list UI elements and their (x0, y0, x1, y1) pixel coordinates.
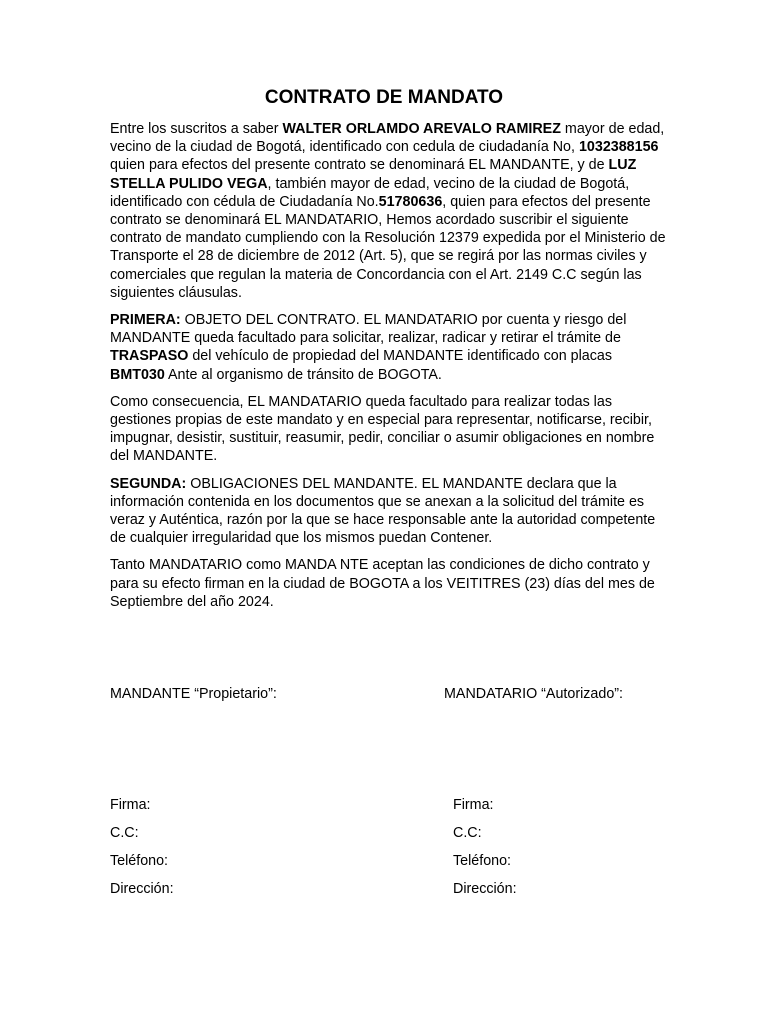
mandante-firma-label: Firma: (110, 797, 151, 813)
intro-text-3: quien para efectos del presente contrato se denominará EL MANDANTE, y de (110, 157, 609, 174)
contract-body (110, 120, 670, 620)
intro-text-4: , también mayor de edad, vecino de la ciudad de Bogotá, identificado con cédula de Ciudadanía No. (110, 175, 630, 210)
mandatario-signature-heading: MANDATARIO “Autorizado”: (444, 686, 624, 702)
mandatario-firma-label: Firma: (453, 797, 494, 813)
intro-text-2: mayor de edad, vecino de la ciudad de Bogotá, identificado con cedula de ciudadanía No, (110, 121, 665, 156)
mandatario-direccion-label: Dirección: (453, 881, 517, 897)
segunda-text: OBLIGACIONES DEL MANDANTE. EL MANDANTE declara que la información contenida en los documentos que se anexan a la solicitud del trámite es veraz y Auténtica, razón por la que se hace responsable ante la autoridad competente de cualquier irregularidad que los mismos puedan Contener. (110, 475, 656, 547)
document-title: CONTRATO DE MANDATO (264, 87, 504, 108)
mandante-telefono-label: Teléfono: (110, 853, 169, 869)
mandante-name: WALTER ORLAMDO AREVALO RAMIREZ (282, 121, 561, 137)
mandante-direccion-label: Dirección: (110, 881, 174, 897)
mandante-signature-heading: MANDANTE “Propietario”: (110, 686, 277, 702)
closing-paragraph: Tanto MANDATARIO como MANDA NTE aceptan las condiciones de dicho contrato y para su efecto firman en la ciudad de BOGOTA a los VEITITRES (23) días del mes de Septiembre del año 2024. (110, 557, 655, 610)
mandatario-telefono-label: Teléfono: (453, 853, 512, 869)
mandatario-name: LUZ STELLA PULIDO VEGA (110, 157, 637, 192)
mandante-cc-label: C.C: (110, 825, 139, 841)
intro-text-5: , quien para efectos del presente contrato se denominará EL MANDATARIO, Hemos acordado suscribir el siguiente contrato de mandato cumpliendo con la Resolución 12379 expedida por el Ministerio de Transporte el 28 de diciembre de 2012 (Art. 5), que se regirá por las normas civiles y comerciales que regulan la materia de Concordancia con el Art. 2149 C.C según las siguientes cláusulas. (110, 193, 666, 301)
primera-text-2: del vehículo de propiedad del MANDANTE identificado con placas (188, 348, 612, 365)
segunda-label: SEGUNDA: (110, 475, 187, 492)
primera-text-3: Ante al organismo de tránsito de BOGOTA. (164, 366, 442, 383)
vehicle-plate: BMT030 (110, 366, 165, 383)
mandante-id: 1032388156 (578, 139, 659, 156)
primera-clause (110, 311, 670, 384)
intro-text-1: Entre los suscritos a saber (110, 121, 283, 137)
primera-text-1: OBJETO DEL CONTRATO. EL MANDATARIO por cuenta y riesgo del MANDANTE queda facultado para solicitar, realizar, radicar y retirar el trámite de (110, 312, 627, 347)
tramite-type: TRASPASO (110, 348, 189, 365)
segunda-clause (110, 475, 670, 548)
intro-paragraph (110, 120, 670, 302)
mandatario-id: 51780636 (378, 193, 443, 210)
consecuencia-paragraph: Como consecuencia, EL MANDATARIO queda facultado para realizar todas las gestiones propias de este mandato y en especial para representar, notificarse, recibir, impugnar, desistir, sustituir, reasumir, pedir, conciliar o asumir obligaciones en nombre del MANDANTE. (110, 393, 655, 465)
primera-label: PRIMERA: (110, 312, 181, 329)
mandatario-cc-label: C.C: (453, 825, 482, 841)
